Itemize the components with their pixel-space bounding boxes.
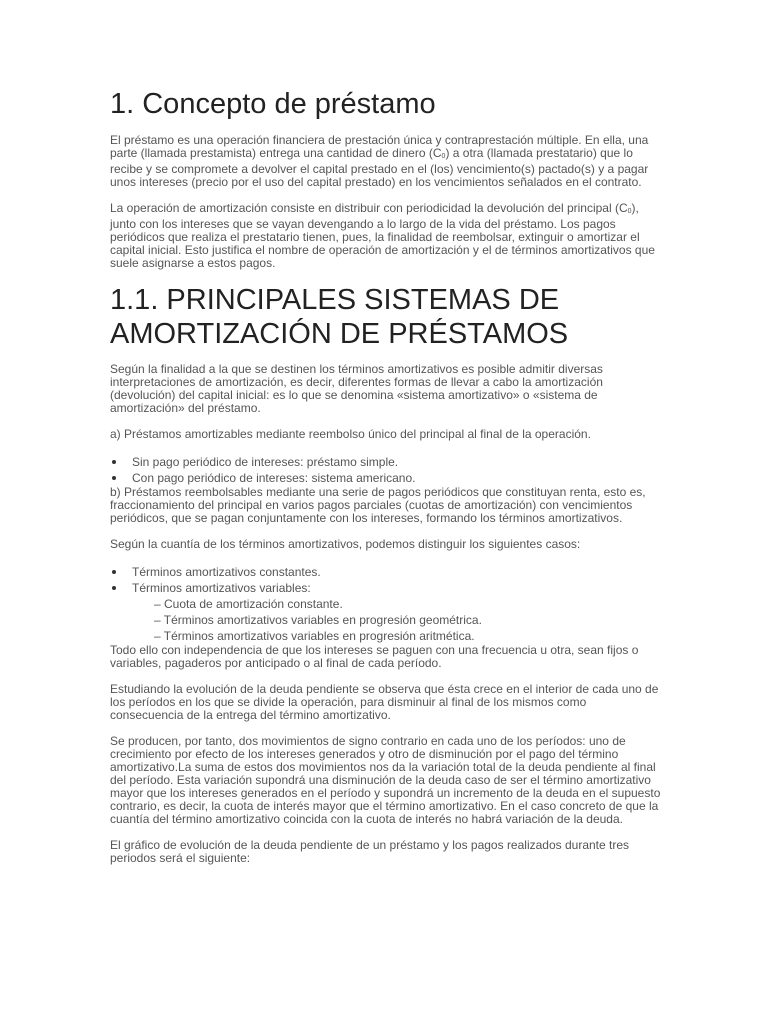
paragraph-prestamos-b: b) Préstamos reembolsables mediante una serie de pagos periódicos que constituyan renta, esto es, fraccionamiento del principal en varios pagos parciales (cuotas de amortización) con vencimientos periódicos, que se pagan conjuntamente con los intereses, formando los términos amortizativos. <box>110 485 646 525</box>
bullet-icon <box>112 460 116 464</box>
paragraph-movimientos: Se producen, por tanto, dos movimientos de signo contrario en cada uno de los períodos: uno de crecimiento por efecto de los intereses generados y otro de disminución por el pago del término amortizativo.La suma de estos dos movimientos nos da la variación total de la deuda pendiente al final del período. Esta variación supondrá una disminución de la deuda caso de ser el término amortizativo mayor que los intereses generados en el período y supondrá un incremento de la deuda en el supuesto contrario, es decir, la cuota de interés mayor que el término amortizativo. En el caso concreto de que la cuantía del término amortizativo coincida con la cuota de interés no habrá variación de la deuda. <box>110 734 661 826</box>
sub-list-item: – Cuota de amortización constante. <box>154 597 343 611</box>
paragraph-operacion-amortizacion <box>110 202 662 270</box>
paragraph-independencia: Todo ello con independencia de que los intereses se paguen con una frecuencia u otra, sean fijos o variables, pagaderos por anticipado o al final de cada período. <box>110 643 639 670</box>
bullet-list-b <box>110 564 662 644</box>
list-item-text: Términos amortizativos variables: <box>132 581 311 595</box>
paragraph-evolucion-deuda: Estudiando la evolución de la deuda pendiente se observa que ésta crece en el interior de cada uno de los períodos en los que se divide la operación, para disminuir al final de los mismos como consecuencia de la entrega del término amortizativo. <box>110 682 659 722</box>
paragraph-cuantia: Según la cuantía de los términos amortizativos, podemos distinguir los siguientes casos: <box>110 537 581 551</box>
list-item <box>110 454 662 470</box>
document-page <box>110 86 662 878</box>
bullet-icon <box>112 476 116 480</box>
paragraph-finalidad: Según la finalidad a la que se destinen los términos amortizativos es posible admitir diversas interpretaciones de amortización, es decir, diferentes formas de llevar a cabo la amortización (devolución) del capital inicial: es lo que se denomina «sistema amortizativo» o «sistema de amortización» del préstamo. <box>110 362 603 415</box>
sub-list-item: – Términos amortizativos variables en progresión geométrica. <box>154 613 482 627</box>
subscript: 0 <box>627 208 632 215</box>
section-title-sistemas: 1.1. PRINCIPALES SISTEMAS DE AMORTIZACIÓN DE PRÉSTAMOS <box>110 284 569 350</box>
paragraph-text: El préstamo es una operación financiera de prestación única y contraprestación múltiple. En ella, una parte (llamada prestamista) entrega una cantidad de dinero (C <box>110 133 649 160</box>
subscript: 0 <box>441 153 446 160</box>
section-title-concepto: 1. Concepto de préstamo <box>110 88 436 120</box>
paragraph-definicion-prestamo <box>110 134 662 189</box>
paragraph-prestamos-a: a) Préstamos amortizables mediante reembolso único del principal al final de la operación. <box>110 427 591 441</box>
list-item <box>110 580 662 644</box>
list-item-text: Sin pago periódico de intereses: préstamo simple. <box>132 455 399 469</box>
list-item <box>110 470 662 486</box>
sub-list <box>132 596 662 644</box>
bullet-icon <box>112 586 116 590</box>
paragraph-text: ), junto con los intereses que se vayan devengando a lo largo de la vida del préstamo. Los pagos periódicos que realiza el prestatario tienen, pues, la finalidad de reembolsar, extinguir o amortizar el capital inicial. Esto justifica el nombre de operación de amortización y el de términos amortizativos que suele asignarse a estos pagos. <box>110 201 655 270</box>
paragraph-grafico: El gráfico de evolución de la deuda pendiente de un préstamo y los pagos realizados durante tres periodos será el siguiente: <box>110 838 630 865</box>
list-item-text: Con pago periódico de intereses: sistema americano. <box>132 471 416 485</box>
list-item-text: Términos amortizativos constantes. <box>132 565 321 579</box>
list-item <box>110 564 662 580</box>
sub-list-item: – Términos amortizativos variables en progresión aritmética. <box>154 629 475 643</box>
paragraph-text: ) a otra (llamada prestatario) que lo recibe y se compromete a devolver el capital prestado en el (los) vencimiento(s) pactado(s) y a pagar unos intereses (precio por el uso del capital prestado) en los vencimientos señalados en el contrato. <box>110 146 649 189</box>
paragraph-text: La operación de amortización consiste en distribuir con periodicidad la devolución del principal (C <box>110 201 628 215</box>
bullet-icon <box>112 570 116 574</box>
bullet-list-a <box>110 454 662 486</box>
